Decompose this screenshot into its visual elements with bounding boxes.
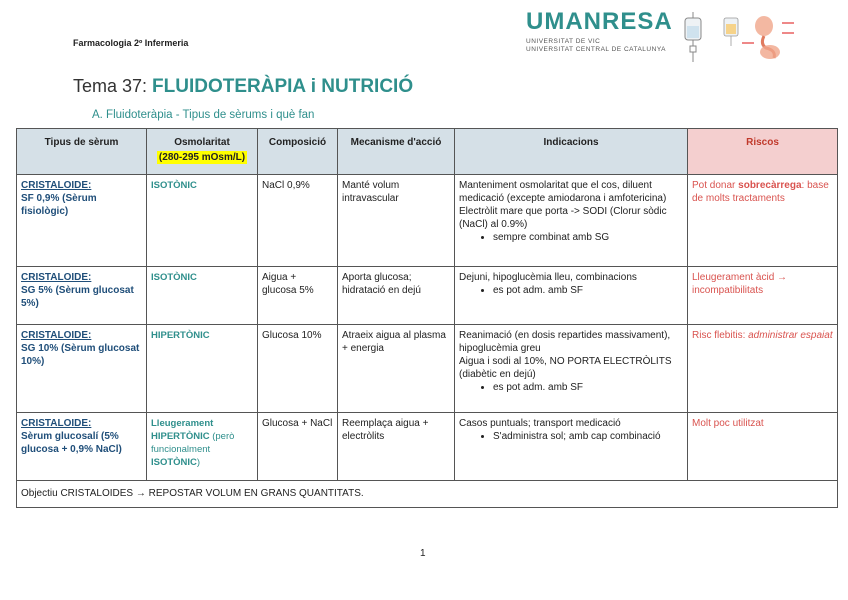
cell-ind: Casos puntuals; transport medicació • S'administra sol; amb cap combinació	[455, 413, 688, 481]
cell-comp: NaCl 0,9%	[258, 175, 338, 267]
cell-ind: Dejuni, hipoglucèmia lleu, combinacions • es pot adm. amb SF	[455, 267, 688, 325]
table-header-row	[17, 129, 838, 175]
cell-mec: Reemplaça aigua + electròlits	[338, 413, 455, 481]
header-osmolaritat	[147, 129, 258, 175]
page-title	[73, 76, 413, 98]
logo-wordmark: UMANRESA	[526, 8, 673, 35]
table-row	[17, 325, 838, 413]
header-indicacions: Indicacions	[455, 129, 688, 175]
cell-ind: Reanimació (en dosis repartides massivament), hipoglucèmia greu Aigua i sodi al 10%, NO PORTA ELECTRÒLITS (diabètic en dejú) • es pot adm. amb SF	[455, 325, 688, 413]
cell-type: CRISTALOIDE: SG 10% (Sèrum glucosat 10%)	[17, 325, 147, 413]
cell-mec: Atraeix aigua al plasma + energia	[338, 325, 455, 413]
list-item: • sempre combinat amb SG	[493, 231, 683, 244]
cell-osm: ISOTÒNIC	[147, 175, 258, 267]
list-item: • es pot adm. amb SF	[493, 284, 683, 297]
section-subtitle: A. Fluidoteràpia - Tipus de sèrums i què fan	[92, 109, 315, 121]
list-item: • es pot adm. amb SF	[493, 381, 683, 394]
title-prefix: Tema 37:	[73, 76, 153, 96]
cell-type: CRISTALOIDE: Sèrum glucosalí (5% glucosa + 0,9% NaCl)	[17, 413, 147, 481]
table-row	[17, 413, 838, 481]
cell-osm: Lleugerament HIPERTÒNIC (però funcionalment ISOTÒNIC)	[147, 413, 258, 481]
table-row	[17, 267, 838, 325]
header-composicio: Composició	[258, 129, 338, 175]
cell-risk: Risc flebitis: administrar espaiat	[688, 325, 838, 413]
logo-subline-2: UNIVERSITAT CENTRAL DE CATALUNYA	[526, 46, 667, 53]
header-osm-range: (280-295 mOsm/L)	[158, 152, 246, 163]
table-row	[17, 175, 838, 267]
page-number: 1	[420, 548, 426, 559]
header-tipus: Tipus de sèrum	[17, 129, 147, 175]
cell-comp: Aigua + glucosa 5%	[258, 267, 338, 325]
course-label: Farmacologia 2º Infermeria	[73, 38, 189, 48]
header-mecanisme: Mecanisme d'acció	[338, 129, 455, 175]
cell-risk: Lleugerament àcid → incompatibilitats	[688, 267, 838, 325]
title-main: FLUIDOTERÀPIA i NUTRICIÓ	[152, 76, 414, 97]
cell-type: CRISTALOIDE: SF 0,9% (Sèrum fisiològic)	[17, 175, 147, 267]
objective-note: Objectiu CRISTALOIDES → REPOSTAR VOLUM EN GRANS QUANTITATS.	[17, 481, 838, 508]
cell-risk: Pot donar sobrecàrrega: base de molts tractaments	[688, 175, 838, 267]
table-footer-row	[17, 481, 838, 508]
logo-subline-1: UNIVERSITAT DE VIC	[526, 38, 601, 45]
cell-osm: HIPERTÒNIC	[147, 325, 258, 413]
cell-comp: Glucosa 10%	[258, 325, 338, 413]
iv-drip-icon	[680, 12, 706, 62]
cell-comp: Glucosa + NaCl	[258, 413, 338, 481]
header-osm-label: Osmolaritat	[174, 137, 230, 148]
digestive-anatomy-icon	[720, 12, 798, 62]
cell-risk: Molt poc utilitzat	[688, 413, 838, 481]
cell-mec: Manté volum intravascular	[338, 175, 455, 267]
umanresa-logo	[526, 10, 676, 60]
list-item: • S'administra sol; amb cap combinació	[493, 430, 683, 443]
serum-types-table	[16, 128, 838, 508]
header-riscos: Riscos	[688, 129, 838, 175]
cell-ind: Manteniment osmolaritat que el cos, diluent medicació (excepte amiodarona i amfotericina) Electròlit mare que porta -> SODI (Clorur sòdic (NaCl) al 0.9%) • sempre combinat amb SG	[455, 175, 688, 267]
cell-mec: Aporta glucosa; hidratació en dejú	[338, 267, 455, 325]
cell-osm: ISOTÒNIC	[147, 267, 258, 325]
cell-type: CRISTALOIDE: SG 5% (Sèrum glucosat 5%)	[17, 267, 147, 325]
